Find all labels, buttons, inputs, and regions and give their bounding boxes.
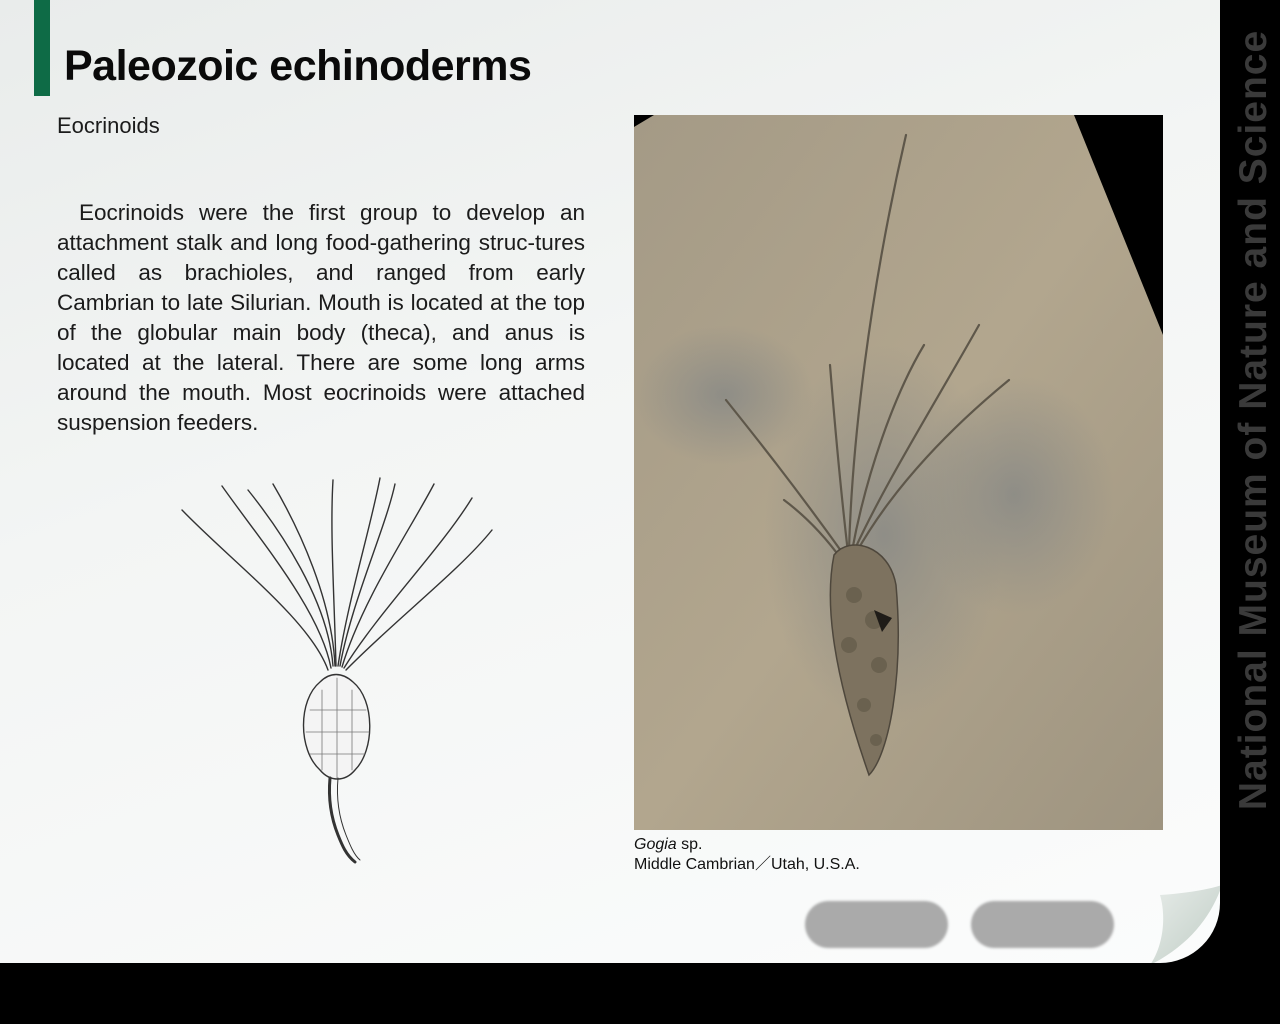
- previous-page-button[interactable]: [805, 901, 948, 948]
- caption-genus: Gogia: [634, 836, 677, 853]
- page-subtitle: Eocrinoids: [57, 113, 160, 138]
- museum-side-label: [1230, 0, 1278, 840]
- next-page-button[interactable]: [971, 901, 1114, 948]
- title-accent-bar: [34, 0, 50, 96]
- eocrinoid-drawing-icon: [170, 470, 510, 870]
- description-text: Eocrinoids were the first group to develop an attachment stalk and long food-gathering struc-tures called as brachioles, and ranged from early Cambrian to late Silurian. Mouth is located at the top of the globular main body (theca), and anus is located at the lateral. There are some long arms around the mouth. Most eocrinoids were attached suspension feeders.: [57, 200, 585, 435]
- caption-species: sp.: [676, 836, 703, 853]
- museum-name: National Museum of Nature and Science: [1232, 29, 1276, 811]
- page-curl-icon[interactable]: [1150, 885, 1220, 963]
- photo-caption: [634, 835, 860, 875]
- fossil-photo: [634, 115, 1163, 830]
- caption-locality: Middle Cambrian／Utah, U.S.A.: [634, 856, 860, 873]
- caption-taxon: [634, 835, 860, 855]
- fossil-photo-icon: [634, 115, 1163, 830]
- page-title: Paleozoic echinoderms: [64, 42, 532, 90]
